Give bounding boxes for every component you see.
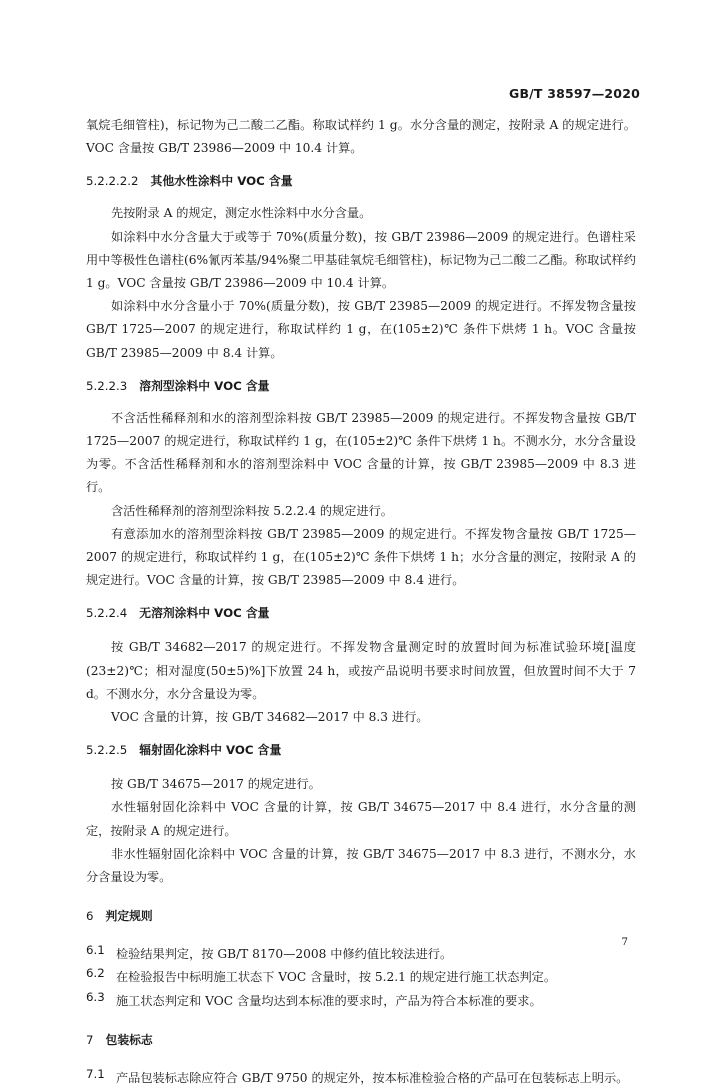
subclause-heading <box>86 739 636 761</box>
clause-item <box>86 1067 636 1090</box>
clause-number: 7.1 <box>86 1066 105 1081</box>
heading-title: 辐射固化涂料中 VOC 含量 <box>139 743 282 758</box>
clause-text: 产品包装标志除应符合 GB/T 9750 的规定外，按本标准检验合格的产品可在包装标志上明示。 <box>116 1070 629 1085</box>
paragraph: VOC 含量的计算，按 GB/T 34682—2017 中 8.3 进行。 <box>111 710 429 725</box>
clause-item <box>86 966 636 989</box>
subclause-heading <box>86 602 636 624</box>
paragraph: 如涂料中水分含量小于 70%(质量分数)，按 GB/T 23985—2009 的规定进行。不挥发物含量按 GB/T 1725—2007 的规定进行，称取试样约 1 g，在(105±2)℃ 条件下烘烤 1 h。VOC 含量按 GB/T 23985—2009 中 8.4 计算。 <box>86 299 636 360</box>
paragraph: 不含活性稀释剂和水的溶剂型涂料按 GB/T 23985—2009 的规定进行。不挥发物含量按 GB/T 1725—2007 的规定进行，称取试样约 1 g，在(105±2)℃ 条件下烘烤 1 h。不测水分，水分含量设为零。不含活性稀释剂和水的溶剂型涂料中 VOC 含量的计算，按 GB/T 23985—2009 中 8.3 进行。 <box>86 410 636 495</box>
standard-number: GB/T 38597—2020 <box>508 86 640 101</box>
paragraph: 含活性稀释剂的溶剂型涂料按 5.2.2.4 的规定进行。 <box>111 503 393 518</box>
paragraph: 有意添加水的溶剂型涂料按 GB/T 23985—2009 的规定进行。不挥发物含量按 GB/T 1725—2007 的规定进行，称取试样约 1 g，在(105±2)℃ 条件下烘烤 1 h；水分含量的测定，按附录 A 的规定进行。VOC 含量的计算，按 GB/T 23985—2009 中 8.4 进行。 <box>86 526 636 588</box>
paragraph: 水性辐射固化涂料中 VOC 含量的计算，按 GB/T 34675—2017 中 8.4 进行，水分含量的测定，按附录 A 的规定进行。 <box>86 800 636 838</box>
heading-number: 6 <box>86 909 94 924</box>
clause-number: 6.1 <box>86 943 105 958</box>
clause-text: 在检验报告中标明施工状态下 VOC 含量时，按 5.2.1 的规定进行施工状态判定。 <box>116 970 557 985</box>
paragraph: 按 GB/T 34675—2017 的规定进行。 <box>111 777 321 792</box>
clause-item <box>86 943 636 966</box>
document-body <box>86 114 636 1090</box>
clause-text: 检验结果判定，按 GB/T 8170—2008 中修约值比较法进行。 <box>116 947 453 962</box>
paragraph: 氧烷毛细管柱)，标记物为己二酸二乙酯。称取试样约 1 g。水分含量的测定，按附录 A 的规定进行。VOC 含量按 GB/T 23986—2009 中 10.4 计算。 <box>86 118 636 156</box>
heading-title: 包装标志 <box>105 1032 153 1047</box>
paragraph: 按 GB/T 34682—2017 的规定进行。不挥发物含量测定时的放置时间为标准试验环境[温度(23±2)℃；相对湿度(50±5)%]下放置 24 h，或按产品说明书要求时间放置，但放置时间不大于 7 d。不测水分，水分含量设为零。 <box>86 640 636 701</box>
clause-item <box>86 990 636 1013</box>
heading-title: 溶剂型涂料中 VOC 含量 <box>139 378 270 393</box>
paragraph: 如涂料中水分含量大于或等于 70%(质量分数)，按 GB/T 23986—2009 的规定进行。色谱柱采用中等极性色谱柱(6%氰丙苯基/94%聚二甲基硅氧烷毛细管柱)，标记物为己二酸二乙酯。称取试样约 1 g。VOC 含量按 GB/T 23986—2009 中 10.4 计算。 <box>86 229 636 291</box>
heading-number: 5.2.2.4 <box>86 606 128 621</box>
heading-title: 判定规则 <box>105 909 153 924</box>
subclause-heading <box>86 170 636 192</box>
heading-title: 其他水性涂料中 VOC 含量 <box>150 174 293 189</box>
heading-number: 5.2.2.5 <box>86 743 128 758</box>
heading-title: 无溶剂涂料中 VOC 含量 <box>139 606 270 621</box>
heading-number: 7 <box>86 1032 94 1047</box>
clause-number: 6.3 <box>86 989 105 1004</box>
paragraph: 先按附录 A 的规定，测定水性涂料中水分含量。 <box>111 206 372 221</box>
heading-number: 5.2.2.3 <box>86 378 128 393</box>
section-heading <box>86 1029 636 1051</box>
heading-number: 5.2.2.2.2 <box>86 174 139 189</box>
subclause-heading <box>86 375 636 397</box>
section-heading <box>86 905 636 927</box>
clause-text: 施工状态判定和 VOC 含量均达到本标准的要求时，产品为符合本标准的要求。 <box>116 993 542 1008</box>
paragraph: 非水性辐射固化涂料中 VOC 含量的计算，按 GB/T 34675—2017 中 8.3 进行，不测水分，水分含量设为零。 <box>86 846 636 885</box>
page-number: 7 <box>621 936 628 948</box>
clause-number: 6.2 <box>86 966 105 981</box>
